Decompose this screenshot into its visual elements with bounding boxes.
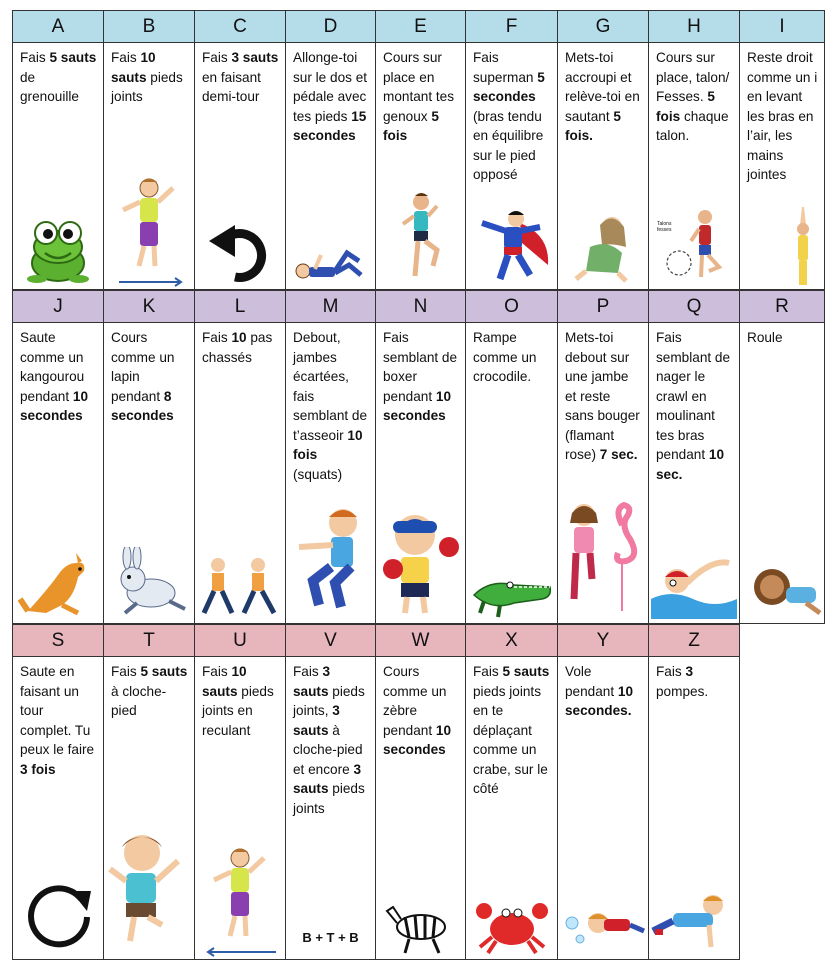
instruction-text: Cours sur place, talon/ Fesses. (656, 50, 730, 104)
exercise-cell-f (465, 42, 558, 290)
exercise-instruction-f (466, 43, 557, 185)
exercise-cell-b (103, 42, 195, 290)
instruction-emphasis: 5 sauts (49, 50, 97, 65)
instruction-text: Fais semblant de boxer pendant (383, 330, 458, 404)
exercise-instruction-s (13, 657, 103, 779)
instruction-text: (squats) (293, 466, 343, 482)
exercise-cell-u (194, 656, 286, 960)
exercise-cell-e (375, 42, 466, 290)
letter-header-t: T (103, 624, 195, 657)
letter-header-q: Q (648, 290, 740, 323)
exercise-cell-c (194, 42, 286, 290)
instruction-text: Fais (473, 664, 503, 679)
exercise-cell-w (375, 656, 466, 960)
instruction-emphasis: 10 secondes. (565, 683, 634, 718)
crouching-girl-icon (558, 213, 648, 285)
instruction-emphasis: 7 sec. (599, 447, 638, 462)
exercise-instruction-y (558, 657, 648, 721)
exercise-instruction-e (376, 43, 465, 146)
instruction-emphasis: 5 fois (656, 89, 715, 124)
exercise-instruction-v (286, 657, 375, 818)
hopping-boy-icon (104, 825, 194, 955)
exercise-instruction-m (286, 323, 375, 484)
row-j-r (12, 290, 824, 624)
exercise-cell-l (194, 322, 286, 624)
zebra-icon (376, 899, 465, 955)
instruction-text: pieds joints, (293, 683, 365, 718)
instruction-text: Debout, jambes écartées, fais semblant de t’asseoir (293, 330, 368, 443)
exercise-instruction-b (104, 43, 194, 107)
backward-jump-icon (195, 844, 285, 959)
crab-icon (466, 893, 557, 955)
instruction-text: Cours comme un lapin pendant (111, 330, 175, 404)
rolling-child-icon (740, 557, 824, 619)
instruction-emphasis: 10 secondes (383, 388, 452, 423)
exercise-instruction-t (104, 657, 194, 721)
flying-boy-icon (558, 901, 648, 955)
exercise-cell-q (648, 322, 740, 624)
exercise-cell-o (465, 322, 558, 624)
u-turn-arrow-icon (195, 217, 285, 283)
instruction-text: de grenouille (20, 69, 79, 104)
exercise-cell-n (375, 322, 466, 624)
pushup-boy-icon (649, 891, 739, 955)
exercise-cell-t (103, 656, 195, 960)
exercise-instruction-g (558, 43, 648, 146)
instruction-text: pieds joints (111, 69, 183, 104)
instruction-emphasis: 5 sauts (502, 664, 550, 679)
instruction-emphasis: 5 fois (383, 108, 439, 143)
letter-header-n: N (375, 290, 466, 323)
exercise-cell-m (285, 322, 376, 624)
letter-header-d: D (285, 10, 376, 43)
exercise-cell-y (557, 656, 649, 960)
instruction-emphasis: 10 fois (293, 427, 363, 462)
swimmer-icon (649, 539, 739, 619)
letter-header-v: V (285, 624, 376, 657)
letter-header-z: Z (648, 624, 740, 657)
rabbit-icon (104, 547, 194, 619)
exercise-instruction-c (195, 43, 285, 107)
exercise-instruction-j (13, 323, 103, 426)
letter-header-s: S (12, 624, 104, 657)
exercise-cell-h (648, 42, 740, 290)
high-knees-runner-icon (376, 190, 465, 285)
instruction-text: pieds joints (293, 781, 365, 816)
instruction-text: chaque talon. (656, 108, 729, 143)
jumping-boy-icon (104, 174, 194, 289)
letter-header-j: J (12, 290, 104, 323)
exercise-instruction-u (195, 657, 285, 740)
full-turn-arrow-icon (13, 877, 103, 951)
instruction-emphasis: 10 sec. (656, 447, 725, 482)
row-s-z (12, 624, 824, 960)
exercise-instruction-i (740, 43, 824, 185)
flamingo-girl-icon (558, 499, 648, 619)
instruction-text: Fais (20, 50, 50, 65)
exercise-cell-k (103, 322, 195, 624)
letter-header-a: A (12, 10, 104, 43)
squat-boy-icon (286, 501, 375, 619)
letter-header-h: H (648, 10, 740, 43)
instruction-text: en faisant demi-tour (202, 69, 261, 104)
standing-stretch-icon (740, 205, 824, 289)
instruction-emphasis: 3 sauts (293, 664, 331, 699)
exercise-cell-i (739, 42, 825, 290)
exercise-instruction-q (649, 323, 739, 484)
instruction-text: pas chassés (202, 330, 273, 365)
instruction-text: Fais (111, 664, 141, 679)
instruction-emphasis: 10 secondes (20, 388, 89, 423)
letter-header-p: P (557, 290, 649, 323)
letter-header-l: L (194, 290, 286, 323)
instruction-text: Fais (202, 664, 232, 679)
instruction-text: Fais (656, 664, 686, 679)
exercise-instruction-o (466, 323, 557, 387)
instruction-text: (bras tendu en équilibre sur le pied opposé (473, 108, 544, 182)
letter-header-k: K (103, 290, 195, 323)
instruction-emphasis: 3 sauts (293, 703, 340, 738)
exercise-cell-s (12, 656, 104, 960)
exercise-alphabet-grid (12, 10, 824, 960)
exercise-instruction-a (13, 43, 103, 107)
exercise-cell-g (557, 42, 649, 290)
instruction-emphasis: 3 fois (20, 761, 56, 777)
letter-header-e: E (375, 10, 466, 43)
exercise-instruction-w (376, 657, 465, 760)
instruction-text: Allonge-toi sur le dos et pédale avec tes pieds (293, 50, 368, 124)
exercise-cell-r (739, 322, 825, 624)
letter-header-g: G (557, 10, 649, 43)
instruction-emphasis: 10 sauts (111, 50, 156, 85)
letter-header-y: Y (557, 624, 649, 657)
instruction-text: Saute en faisant un tour complet. Tu peux le faire (20, 664, 95, 757)
instruction-text: Fais (202, 330, 232, 345)
heel-kicks-caption: Talons fesses (657, 221, 672, 233)
exercise-cell-z (648, 656, 740, 960)
instruction-text: Cours comme un zèbre pendant (383, 664, 447, 738)
instruction-text: pieds joints en reculant (202, 683, 274, 738)
instruction-emphasis: 10 secondes (383, 722, 452, 757)
instruction-text: Rampe comme un crocodile. (473, 330, 537, 384)
instruction-text: Mets-toi accroupi et relève-toi en sautant (565, 50, 640, 124)
letter-header-f: F (465, 10, 558, 43)
letter-header-b: B (103, 10, 195, 43)
instruction-text: Saute comme un kangourou pendant (20, 330, 85, 404)
letter-header-r: R (739, 290, 825, 323)
instruction-text: Mets-toi debout sur une jambe et reste sans bouger (flamant rose) (565, 330, 640, 462)
letter-header-i: I (739, 10, 825, 43)
exercise-cell-p (557, 322, 649, 624)
instruction-emphasis: 5 secondes (473, 69, 545, 104)
letter-header-x: X (465, 624, 558, 657)
exercise-instruction-p (558, 323, 648, 465)
exercise-instruction-d (286, 43, 375, 146)
side-steps-icon (195, 555, 285, 619)
instruction-text: Cours sur place en montant tes genoux (383, 50, 455, 124)
instruction-text: Roule (747, 330, 783, 345)
instruction-emphasis: 15 secondes (293, 108, 367, 143)
instruction-emphasis: 10 sauts (202, 664, 247, 699)
exercise-instruction-l (195, 323, 285, 367)
row-a-i (12, 10, 824, 290)
instruction-text: Fais superman (473, 50, 538, 85)
instruction-text: Fais (111, 50, 141, 65)
instruction-emphasis: 8 secondes (111, 388, 174, 423)
exercise-instruction-x (466, 657, 557, 799)
exercise-instruction-k (104, 323, 194, 426)
cycling-on-back-icon (286, 235, 375, 285)
instruction-text: pompes. (656, 683, 709, 699)
instruction-emphasis: 10 (231, 330, 247, 345)
letter-header-u: U (194, 624, 286, 657)
instruction-text: à cloche-pied et encore (293, 722, 363, 777)
exercise-cell-a (12, 42, 104, 290)
exercise-instruction-z (649, 657, 739, 701)
combo-formula: B + T + B (302, 930, 359, 945)
kangaroo-icon (13, 549, 103, 619)
crocodile-icon (466, 565, 557, 619)
exercise-instruction-n (376, 323, 465, 426)
exercise-instruction-h (649, 43, 739, 146)
frog-icon (13, 215, 103, 285)
instruction-text: Reste droit comme un i en levant les bras en l’air, les mains jointes (747, 50, 818, 182)
exercise-cell-d (285, 42, 376, 290)
exercise-instruction-r (740, 323, 824, 348)
exercise-cell-x (465, 656, 558, 960)
heel-kicks-icon (649, 205, 739, 285)
instruction-emphasis: 5 fois. (565, 108, 621, 143)
instruction-text: Fais (293, 664, 323, 679)
instruction-text: à cloche-pied (111, 683, 167, 718)
instruction-emphasis: 3 sauts (293, 761, 362, 796)
exercise-cell-v (285, 656, 376, 960)
exercise-cell-j (12, 322, 104, 624)
instruction-text: Fais semblant de nager le crawl en moulinant tes bras pendant (656, 330, 731, 462)
instruction-emphasis: 3 sauts (231, 50, 279, 65)
instruction-text: Vole pendant (565, 664, 618, 699)
instruction-emphasis: 3 (685, 664, 694, 679)
instruction-emphasis: 5 sauts (140, 664, 188, 679)
boxer-icon (376, 507, 465, 619)
instruction-text: pieds joints en te déplaçant comme un crabe, sur le côté (473, 683, 548, 796)
superman-icon (466, 205, 557, 285)
letter-header-w: W (375, 624, 466, 657)
letter-header-o: O (465, 290, 558, 323)
letter-header-c: C (194, 10, 286, 43)
letter-header-m: M (285, 290, 376, 323)
instruction-text: Fais (202, 50, 232, 65)
